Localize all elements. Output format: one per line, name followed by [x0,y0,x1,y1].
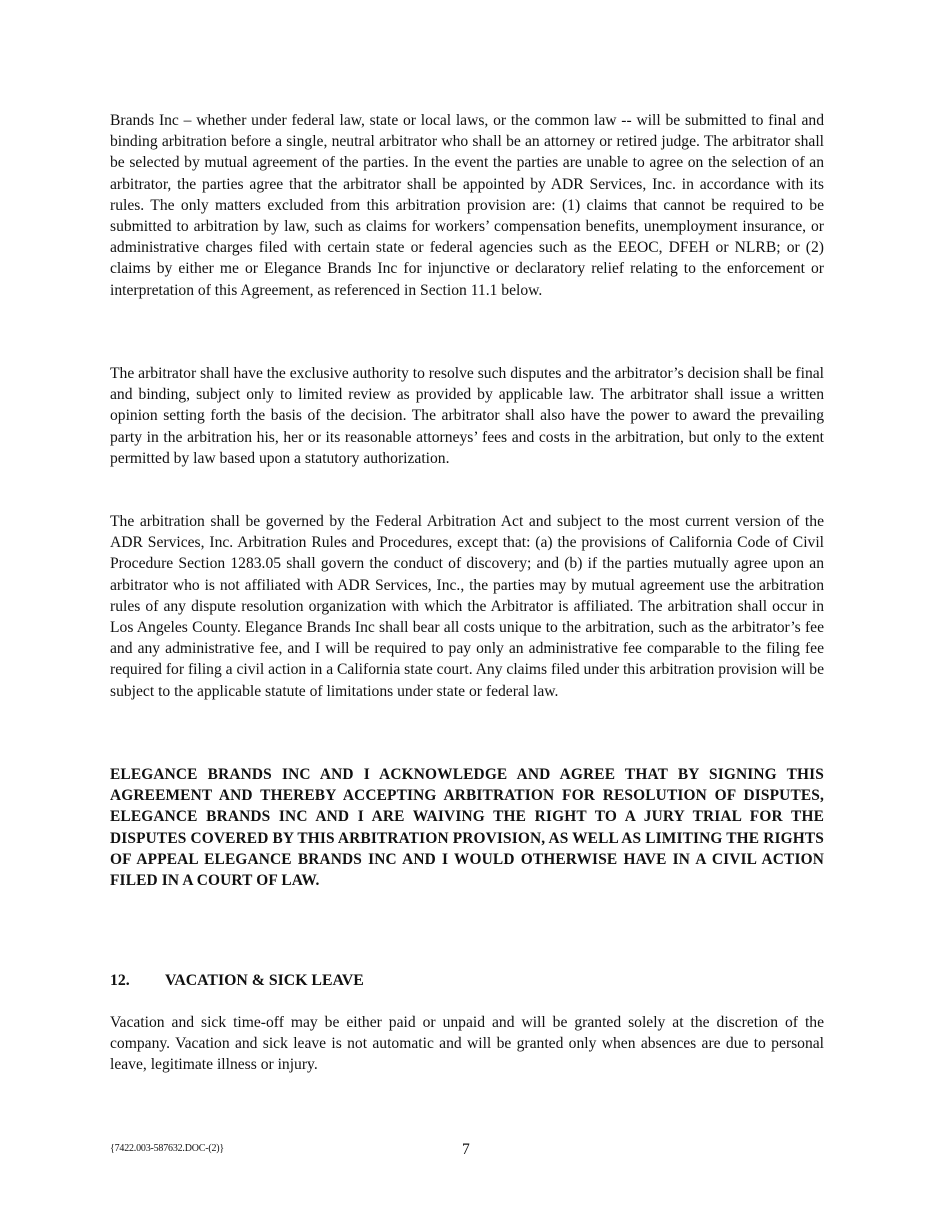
section-title: VACATION & SICK LEAVE [165,972,364,989]
section-heading-12 [110,972,824,990]
paragraph-arbitration-scope: Brands Inc – whether under federal law, state or local laws, or the common law -- will be submitted to final and binding arbitration before a single, neutral arbitrator who shall be an attorney or retired judge. The arbitrator shall be selected by mutual agreement of the parties. In the event the parties are unable to agree on the selection of an arbitrator, the parties agree that the arbitrator shall be appointed by ADR Services, Inc. in accordance with its rules. The only matters excluded from this arbitration provision are: (1) claims that cannot be required to be submitted to arbitration by law, such as claims for workers’ compensation benefits, unemployment insurance, or administrative charges filed with certain state or federal agencies such as the EEOC, DFEH or NLRB; or (2) claims by either me or Elegance Brands Inc for injunctive or declaratory relief relating to the enforcement or interpretation of this Agreement, as referenced in Section 11.1 below. [110,112,824,299]
paragraph-vacation-policy: Vacation and sick time-off may be either paid or unpaid and will be granted solely at the discretion of the company. Vacation and sick leave is not automatic and will be granted only when absences are due to personal leave, legitimate illness or injury. [110,1014,824,1074]
paragraph-jury-waiver: ELEGANCE BRANDS INC AND I ACKNOWLEDGE AND AGREE THAT BY SIGNING THIS AGREEMENT AND THEREBY ACCEPTING ARBITRATION FOR RESOLUTION OF DISPUTES, ELEGANCE BRANDS INC AND I ARE WAIVING THE RIGHT TO A JURY TRIAL FOR THE DISPUTES COVERED BY THIS ARBITRATION PROVISION, AS WELL AS LIMITING THE RIGHTS OF APPEAL ELEGANCE BRANDS INC AND I WOULD OTHERWISE HAVE IN A CIVIL ACTION FILED IN A COURT OF LAW. [110,766,824,890]
section-number: 12. [110,972,130,989]
paragraph-governing-rules: The arbitration shall be governed by the Federal Arbitration Act and subject to the most current version of the ADR Services, Inc. Arbitration Rules and Procedures, except that: (a) the provisions of California Code of Civil Procedure Section 1283.05 shall govern the conduct of discovery; and (b) if the parties mutually agree upon an arbitrator who is not affiliated with ADR Services, Inc., the parties may by mutual agreement use the arbitration rules of any dispute resolution organization with which the Arbitrator is affiliated. The arbitration shall occur in Los Angeles County. Elegance Brands Inc shall bear all costs unique to the arbitration, such as the arbitrator’s fee and any administrative fee, and I will be required to pay only an administrative fee comparable to the filing fee required for filing a civil action in a California state court. Any claims filed under this arbitration provision will be subject to the applicable statute of limitations under state or federal law. [110,513,824,700]
footer-document-reference: {7422.003-587632.DOC-(2)} [110,1143,225,1154]
page-number: 7 [462,1141,470,1158]
paragraph-arbitrator-authority: The arbitrator shall have the exclusive authority to resolve such disputes and the arbitrator’s decision shall be final and binding, subject only to limited review as provided by applicable law. The arbitrator shall issue a written opinion setting forth the basis of the decision. The arbitrator shall also have the power to award the prevailing party in the arbitration his, her or its reasonable attorneys’ fees and costs in the arbitration, but only to the extent permitted by law based upon a statutory authorization. [110,365,824,467]
